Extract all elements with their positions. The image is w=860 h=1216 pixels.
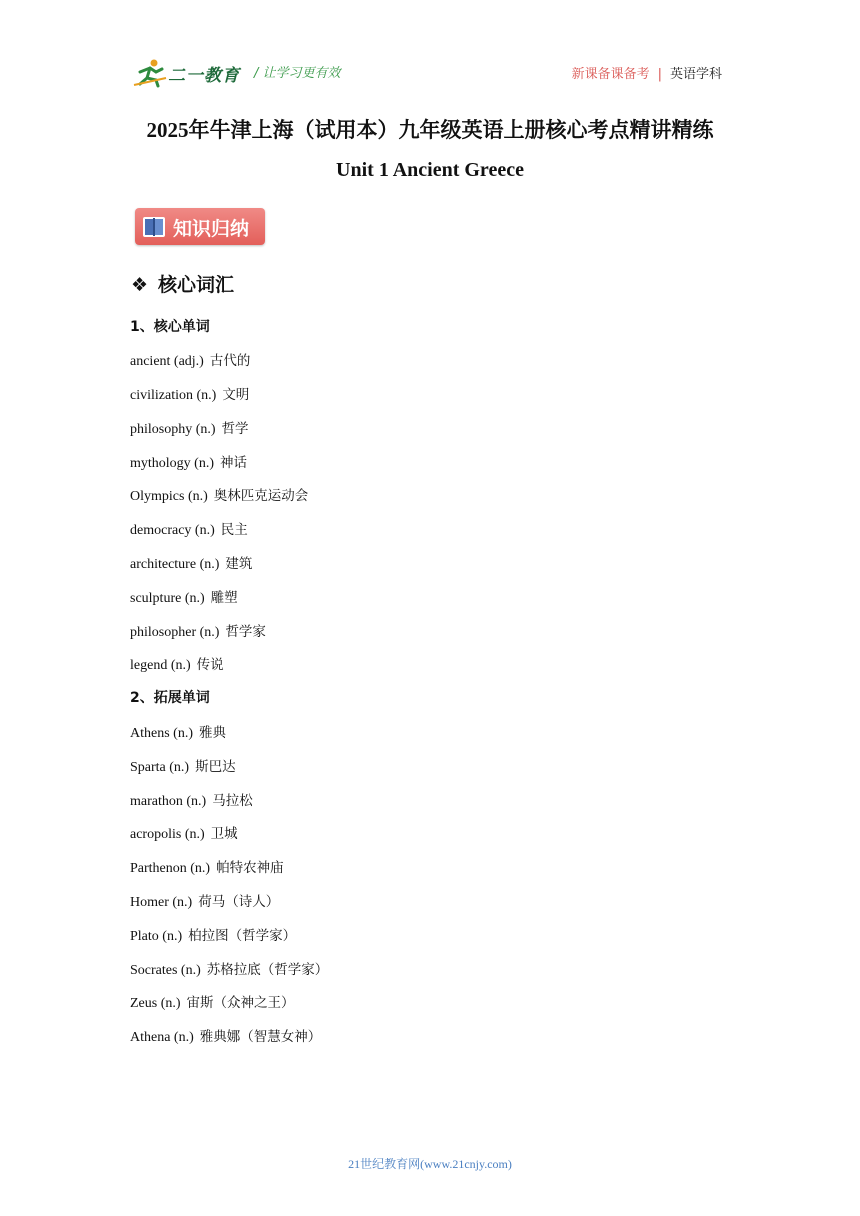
word-item xyxy=(130,1025,321,1046)
word-en: legend (n.) xyxy=(130,658,191,673)
word-cn: 苏格拉底（哲学家） xyxy=(206,962,329,978)
header-separator: | xyxy=(657,67,662,82)
word-cn: 哲学 xyxy=(221,421,249,437)
header-category: 新课备课备考 xyxy=(571,67,650,82)
word-item xyxy=(130,653,224,674)
header-right xyxy=(572,63,722,82)
header-subject: 英语学科 xyxy=(669,67,722,82)
word-en: philosophy (n.) xyxy=(130,422,216,437)
word-cn: 文明 xyxy=(222,387,250,403)
word-en: Olympics (n.) xyxy=(130,489,208,504)
book-icon xyxy=(141,214,167,240)
word-item xyxy=(130,586,238,607)
word-en: Homer (n.) xyxy=(130,895,193,910)
word-item xyxy=(130,958,328,979)
word-cn: 帕特农神庙 xyxy=(216,860,284,876)
word-cn: 民主 xyxy=(220,522,248,538)
core-words-heading: 1、核心单词 xyxy=(130,319,210,335)
word-item xyxy=(130,383,249,404)
word-item xyxy=(130,620,266,641)
word-item xyxy=(130,451,247,472)
section-heading xyxy=(131,270,234,297)
word-item xyxy=(130,552,252,573)
word-item xyxy=(130,856,284,877)
word-cn: 哲学家 xyxy=(225,624,266,640)
logo xyxy=(132,58,242,88)
word-cn: 传说 xyxy=(196,657,224,673)
word-item xyxy=(130,755,236,776)
word-cn: 宙斯（众神之王） xyxy=(186,995,295,1011)
word-cn: 柏拉图（哲学家） xyxy=(188,928,297,944)
document-title: 2025年牛津上海（试用本）九年级英语上册核心考点精讲精练 xyxy=(146,118,714,142)
word-cn: 马拉松 xyxy=(212,793,253,809)
word-item xyxy=(130,484,308,505)
word-cn: 神话 xyxy=(220,455,247,471)
word-cn: 古代的 xyxy=(209,353,251,369)
word-en: mythology (n.) xyxy=(130,456,214,471)
page-header xyxy=(130,56,730,90)
diamond-bullet-icon: ❖ xyxy=(131,274,149,296)
word-en: philosopher (n.) xyxy=(130,625,220,640)
word-en: Plato (n.) xyxy=(130,929,183,944)
word-item xyxy=(130,417,249,438)
word-en: Zeus (n.) xyxy=(130,996,181,1011)
word-en: civilization (n.) xyxy=(130,388,217,403)
word-en: democracy (n.) xyxy=(130,523,215,538)
word-cn: 建筑 xyxy=(225,556,253,572)
section-title: 核心词汇 xyxy=(158,274,235,296)
word-en: Sparta (n.) xyxy=(130,760,190,775)
word-item xyxy=(130,924,296,945)
word-en: Socrates (n.) xyxy=(130,963,201,978)
word-en: Athens (n.) xyxy=(130,726,193,741)
word-cn: 雅典 xyxy=(199,725,226,741)
word-cn: 奥林匹克运动会 xyxy=(213,488,309,504)
runner-logo-icon xyxy=(132,58,168,88)
word-item xyxy=(130,721,226,742)
word-item xyxy=(130,890,279,911)
word-en: acropolis (n.) xyxy=(130,827,205,842)
badge-label: 知识归纳 xyxy=(173,218,250,240)
word-item xyxy=(130,349,250,370)
word-cn: 雅典娜（智慧女神） xyxy=(199,1029,322,1045)
word-en: marathon (n.) xyxy=(130,794,207,809)
word-item xyxy=(130,789,253,810)
word-en: architecture (n.) xyxy=(130,557,220,572)
logo-text: 二一教育 xyxy=(168,66,240,86)
page-footer: 21世纪教育网(www.21cnjy.com) xyxy=(348,1157,512,1171)
document-subtitle: Unit 1 Ancient Greece xyxy=(336,159,524,181)
word-cn: 荷马（诗人） xyxy=(198,894,280,910)
slogan: / 让学习更有效 xyxy=(254,66,341,81)
word-en: Athena (n.) xyxy=(130,1030,194,1045)
word-en: sculpture (n.) xyxy=(130,591,205,606)
ext-words-heading: 2、拓展单词 xyxy=(130,690,210,706)
word-item xyxy=(130,822,238,843)
word-cn: 卫城 xyxy=(210,826,238,842)
word-item xyxy=(130,518,248,539)
word-item xyxy=(130,991,295,1012)
word-en: Parthenon (n.) xyxy=(130,861,211,876)
knowledge-badge xyxy=(135,208,265,245)
word-cn: 斯巴达 xyxy=(195,759,236,775)
word-en: ancient (adj.) xyxy=(130,354,204,369)
word-cn: 雕塑 xyxy=(210,590,238,606)
